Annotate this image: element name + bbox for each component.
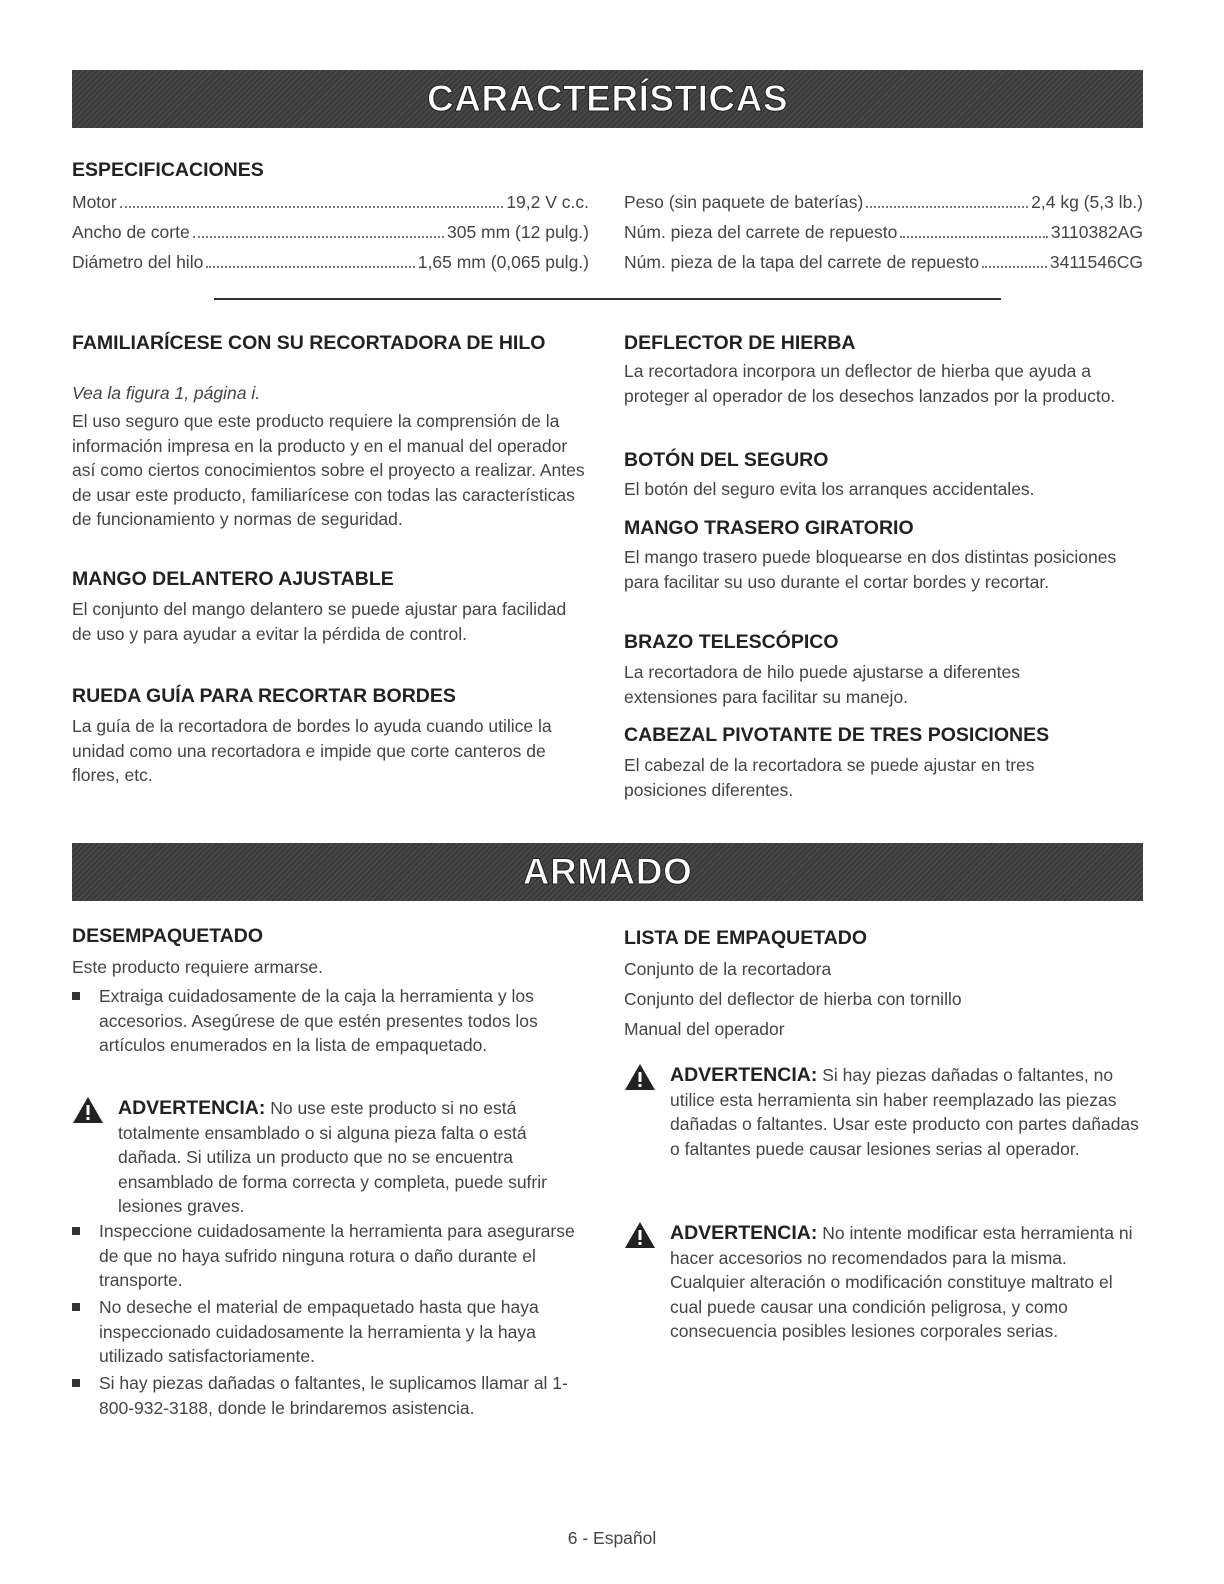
square-bullet-icon: [72, 1379, 80, 1387]
mango-trasero-title: MANGO TRASERO GIRATORIO: [624, 517, 914, 539]
warning-body: Si hay piezas dañadas o faltantes, no utilice esta herramienta sin haber reemplazado las piezas dañadas o faltantes. Usar este producto con partes dañadas o faltantes puede causar lesiones serias al operador.: [670, 1065, 1139, 1159]
spec-value: 1,65 mm (0,065 pulg.): [417, 252, 589, 272]
bullet-text: Extraiga cuidadosamente de la caja la herramienta y los accesorios. Asegúrese de que estén presentes todos los artículos enumerados en la lista de empaquetado.: [99, 986, 538, 1055]
warning-text: [670, 1063, 1144, 1161]
mango-trasero-body: El mango trasero puede bloquearse en dos distintas posiciones para facilitar su uso durante el cortar bordes y recortar.: [624, 547, 1117, 592]
banner-caracteristicas-title: CARACTERÍSTICAS: [426, 78, 789, 119]
page-footer: 6 - Español: [567, 1528, 657, 1548]
warning-body: No use este producto si no está totalmente ensamblado o si alguna pieza falta o está dañada. Si utiliza un producto que no se encuentra ensamblado de forma correcta y completa, puede sufrir lesiones graves.: [118, 1098, 547, 1216]
warning-triangle-icon: [72, 1096, 104, 1124]
square-bullet-icon: [72, 1227, 80, 1235]
spec-label: Diámetro del hilo: [72, 252, 204, 272]
spec-label: Ancho de corte: [72, 222, 190, 242]
leader-dots: [982, 265, 1047, 268]
warning-triangle-icon: [624, 1063, 656, 1091]
spec-value: 3411546CG: [1049, 252, 1143, 272]
familiarice-body: El uso seguro que este producto requiere la comprensión de la información impresa en la producto y en el manual del operador así como ciertos conocimientos sobre el proyecto a realizar. Antes de usar este producto, familiarícese con todas las características de funcionamiento y normas de seguridad.: [72, 411, 585, 529]
spec-row: [624, 252, 1143, 278]
warning-label: ADVERTENCIA:: [670, 1064, 818, 1086]
warning-label: ADVERTENCIA:: [670, 1222, 818, 1244]
especificaciones-title: ESPECIFICACIONES: [72, 159, 264, 181]
spec-label: Núm. pieza del carrete de repuesto: [624, 222, 898, 242]
leader-dots: [900, 235, 1048, 238]
rueda-guia-body: La guía de la recortadora de bordes lo ayuda cuando utilice la unidad como una recortadora e impide que corte canteros de flores, etc.: [72, 716, 552, 785]
familiarice-subtitle: Vea la figura 1, página i.: [72, 383, 261, 403]
mango-delantero-title: MANGO DELANTERO AJUSTABLE: [72, 568, 394, 590]
spec-value: 3110382AG: [1050, 222, 1143, 242]
lista-title: LISTA DE EMPAQUETADO: [624, 927, 868, 949]
warning-triangle-icon: [624, 1221, 656, 1249]
spec-row: [72, 192, 589, 218]
spec-label: Motor: [72, 192, 117, 212]
spec-row: [72, 222, 589, 248]
spec-value: 19,2 V c.c.: [506, 192, 589, 212]
warning-text: [118, 1096, 592, 1219]
lista-item: Conjunto de la recortadora: [624, 959, 832, 979]
lista-item: Manual del operador: [624, 1019, 785, 1039]
banner-armado-title: ARMADO: [522, 851, 693, 892]
rueda-guia-title: RUEDA GUÍA PARA RECORTAR BORDES: [72, 685, 456, 707]
bullet-text: Inspeccione cuidadosamente la herramienta para asegurarse de que no haya sufrido ninguna rotura o daño durante el transporte.: [99, 1221, 575, 1290]
square-bullet-icon: [72, 1303, 80, 1311]
leader-dots: [866, 205, 1028, 208]
divider-rule: [214, 298, 1001, 300]
desempaquetado-intro: Este producto requiere armarse.: [72, 957, 323, 977]
spec-label: Núm. pieza de la tapa del carrete de repuesto: [624, 252, 980, 272]
deflector-body: La recortadora incorpora un deflector de hierba que ayuda a proteger al operador de los desechos lanzados por la producto.: [624, 361, 1116, 406]
spec-row: [624, 192, 1143, 218]
square-bullet-icon: [72, 992, 80, 1000]
list-item: [72, 984, 592, 1058]
warning-label: ADVERTENCIA:: [118, 1097, 266, 1119]
cabezal-title: CABEZAL PIVOTANTE DE TRES POSICIONES: [624, 724, 1050, 746]
spec-row: [72, 252, 589, 278]
list-item: [72, 1295, 592, 1369]
lista-item: Conjunto del deflector de hierba con tornillo: [624, 989, 962, 1009]
brazo-title: BRAZO TELESCÓPICO: [624, 631, 839, 653]
list-item: [72, 1371, 592, 1420]
brazo-body: La recortadora de hilo puede ajustarse a diferentes extensiones para facilitar su manejo.: [624, 662, 1020, 707]
bullet-text: No deseche el material de empaquetado hasta que haya inspeccionado cuidadosamente la herramienta y la haya utilizado satisfactoriamente.: [99, 1297, 539, 1366]
banner-caracteristicas: [72, 70, 1143, 128]
bullet-text: Si hay piezas dañadas o faltantes, le suplicamos llamar al 1-800-932-3188, donde le brindaremos asistencia.: [99, 1373, 568, 1418]
mango-delantero-body: El conjunto del mango delantero se puede ajustar para facilidad de uso y para ayudar a evitar la pérdida de control.: [72, 599, 567, 644]
spec-row: [624, 222, 1143, 248]
familiarice-title: FAMILIARÍCESE CON SU RECORTADORA DE HILO: [72, 332, 546, 354]
spec-value: 305 mm (12 pulg.): [446, 222, 589, 242]
spec-label: Peso (sin paquete de baterías): [624, 192, 864, 212]
warning-block: [624, 1221, 1144, 1344]
spec-value: 2,4 kg (5,3 lb.): [1031, 192, 1143, 212]
warning-body: No intente modificar esta herramienta ni hacer accesorios no recomendados para la misma. Cualquier alteración o modificación constituye maltrato el cual puede causar una condición peligrosa, y como consecuencia posibles lesiones corporales serias.: [670, 1223, 1133, 1341]
deflector-title: DEFLECTOR DE HIERBA: [624, 332, 856, 354]
list-item: [72, 1219, 592, 1293]
leader-dots: [193, 235, 444, 238]
banner-armado: [72, 843, 1143, 901]
boton-seguro-title: BOTÓN DEL SEGURO: [624, 449, 829, 471]
cabezal-body: El cabezal de la recortadora se puede ajustar en tres posiciones diferentes.: [624, 755, 1035, 800]
warning-block: [72, 1096, 592, 1219]
boton-seguro-body: El botón del seguro evita los arranques accidentales.: [624, 479, 1035, 499]
warning-text: [670, 1221, 1144, 1344]
desempaquetado-title: DESEMPAQUETADO: [72, 925, 264, 947]
warning-block: [624, 1063, 1144, 1161]
leader-dots: [120, 205, 504, 208]
leader-dots: [206, 265, 414, 268]
